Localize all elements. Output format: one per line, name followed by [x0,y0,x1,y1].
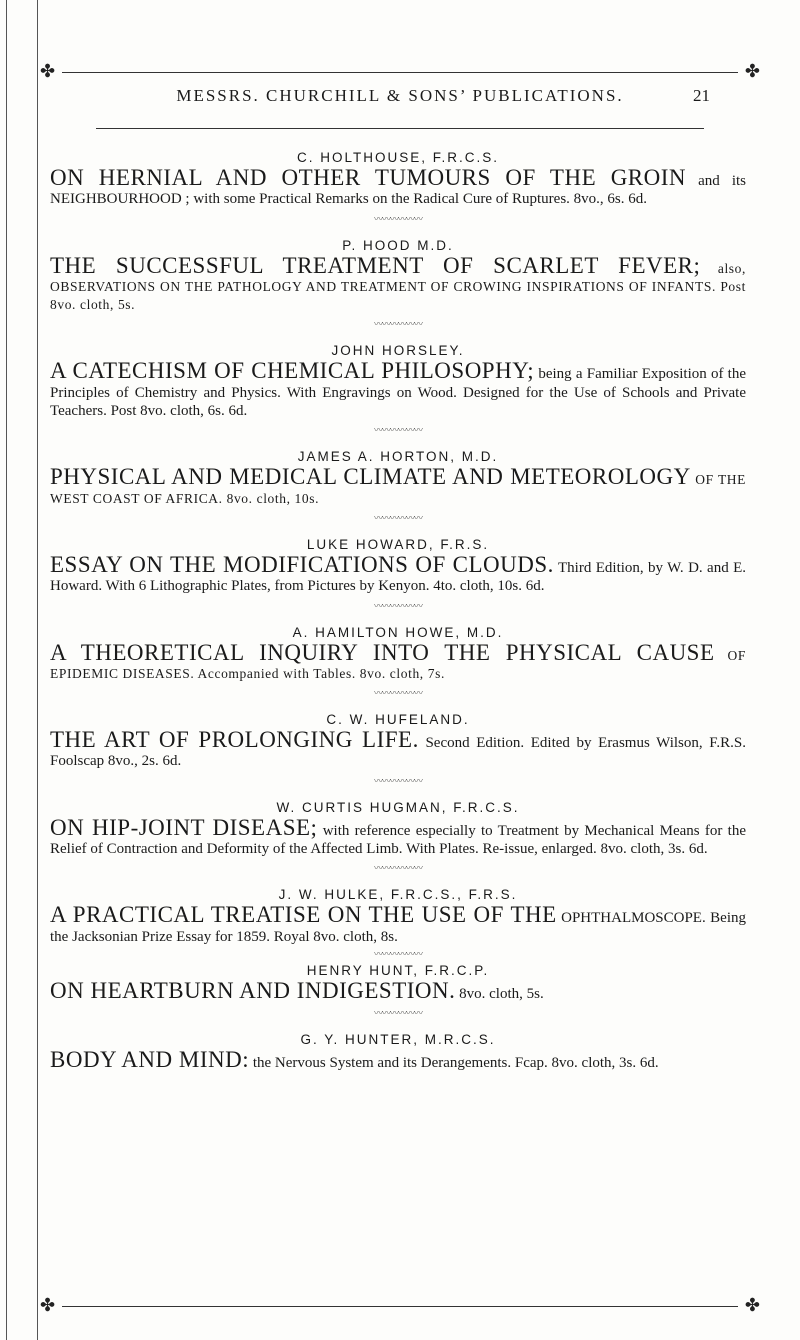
ornamental-divider: 〰〰〰〰〰〰 [373,319,422,330]
ornamental-divider: 〰〰〰〰〰〰 [373,1008,422,1019]
running-header: MESSRS. CHURCHILL & SONS’ PUBLICATIONS. [176,86,624,105]
catalogue-entry [50,150,746,209]
entry-details: Second Edition. Edited by Erasmus Wilson, F.R.S. Foolscap 8vo., 2s. 6d. [50,735,746,770]
catalogue-entry [50,449,746,508]
ornamental-divider: 〰〰〰〰〰〰 [373,425,422,436]
catalogue-entry [50,1032,746,1072]
entry-details: OPHTHALMOSCOPE. Being the Jacksonian Prize Essay for 1859. Royal 8vo. cloth, 8s. [50,910,746,945]
entry-author: JOHN HORSLEY. [331,343,465,359]
entry-author: C. HOLTHOUSE, F.R.C.S. [296,150,500,165]
entry-details: Third Edition, by W. D. and E. Howard. With 6 Lithographic Plates, from Pictures by Kenyon. 4to. cloth, 10s. 6d. [50,559,746,595]
entry-author: HENRY HUNT, F.R.C.P. [306,962,490,978]
entry-author: A. HAMILTON HOWE, M.D. [292,624,504,640]
entry-title: THE ART OF PROLONGING LIFE. [50,727,419,753]
entry-author: W. CURTIS HUGMAN, F.R.C.S. [276,799,520,815]
entry-author: J. W. HULKE, F.R.C.S., F.R.S. [278,887,518,903]
entry-title: THE SUCCESSFUL TREATMENT OF SCARLET FEVER; [50,252,701,278]
entry-details: and its NEIGHBOURHOOD ; with some Practical Remarks on the Radical Cure of Ruptures. 8vo., 6s. 6d. [50,173,746,208]
catalogue-entry [50,343,746,420]
catalogue-entry [50,625,746,684]
corner-ornament-icon: ✤ [744,61,760,81]
catalogue-entry [50,887,746,946]
ornamental-divider: 〰〰〰〰〰〰 [373,213,422,224]
corner-ornament-icon: ✤ [40,61,56,81]
ornamental-divider: 〰〰〰〰〰〰 [373,948,422,959]
entry-author: LUKE HOWARD, F.R.S. [306,536,490,552]
ornamental-divider: 〰〰〰〰〰〰 [373,688,422,699]
entry-title: ON HIP-JOINT DISEASE; [50,814,318,840]
binding-line [6,0,7,1340]
catalogue-entry [50,712,746,771]
entry-author: C. W. HUFELAND. [326,712,470,728]
catalogue-entry [50,800,746,859]
entry-title: A THEORETICAL INQUIRY INTO THE PHYSICAL CAUSE [50,639,715,665]
entry-title: BODY AND MIND: [50,1047,250,1073]
entry-title: PHYSICAL AND MEDICAL CLIMATE AND METEOROLOGY [50,464,691,490]
ornamental-divider: 〰〰〰〰〰〰 [373,512,422,523]
entry-title: A CATECHISM OF CHEMICAL PHILOSOPHY; [50,358,535,384]
entry-author: P. HOOD M.D. [342,237,454,253]
entry-title: ON HERNIAL AND OTHER TUMOURS OF THE GROIN [50,165,687,190]
entry-author: JAMES A. HORTON, M.D. [297,449,499,465]
entry-author: G. Y. HUNTER, M.R.C.S. [300,1032,496,1048]
entry-title: ON HEARTBURN AND INDIGESTION. [50,977,456,1003]
corner-ornament-icon: ✤ [40,1295,56,1315]
header-top-rule [62,72,738,73]
catalogue-entry [50,238,746,315]
ornamental-divider: 〰〰〰〰〰〰 [373,775,422,786]
entry-details: with reference especially to Treatment by Mechanical Means for the Relief of Contraction and Deformity of the Affected Limb. With Plates. Re-issue, enlarged. 8vo. cloth, 3s. 6d. [50,822,746,858]
entry-details: the Nervous System and its Derangements. Fcap. 8vo. cloth, 3s. 6d. [249,1055,659,1072]
entry-details: being a Familiar Exposition of the Principles of Chemistry and Physics. With Engravings on Wood. Designed for the Use of Schools and Private Teachers. Post 8vo. cloth, 6s. 6d. [50,366,746,420]
catalogue-list [50,150,746,1073]
ornamental-divider: 〰〰〰〰〰〰 [373,863,422,874]
footer-rule [62,1306,738,1307]
margin-line [37,0,38,1340]
entry-title: ESSAY ON THE MODIFICATIONS OF CLOUDS. [50,551,554,577]
entry-details: 8vo. cloth, 5s. [455,985,544,1002]
header-bottom-rule [96,128,704,129]
corner-ornament-icon: ✤ [744,1295,760,1315]
catalogue-entry [50,963,746,1003]
entry-details: also, OBSERVATIONS ON THE PATHOLOGY AND TREATMENT OF CROWING INSPIRATIONS OF INFANTS. Post 8vo. cloth, 5s. [50,260,746,313]
entry-details: OF EPIDEMIC DISEASES. Accompanied with Tables. 8vo. cloth, 7s. [50,647,747,681]
page-number: 21 [693,86,710,105]
catalogue-entry [50,537,746,596]
entry-title: A PRACTICAL TREATISE ON THE USE OF THE [50,902,557,928]
entry-details: OF THE WEST COAST OF AFRICA. 8vo. cloth, 10s. [50,472,746,506]
ornamental-divider: 〰〰〰〰〰〰 [373,600,422,611]
